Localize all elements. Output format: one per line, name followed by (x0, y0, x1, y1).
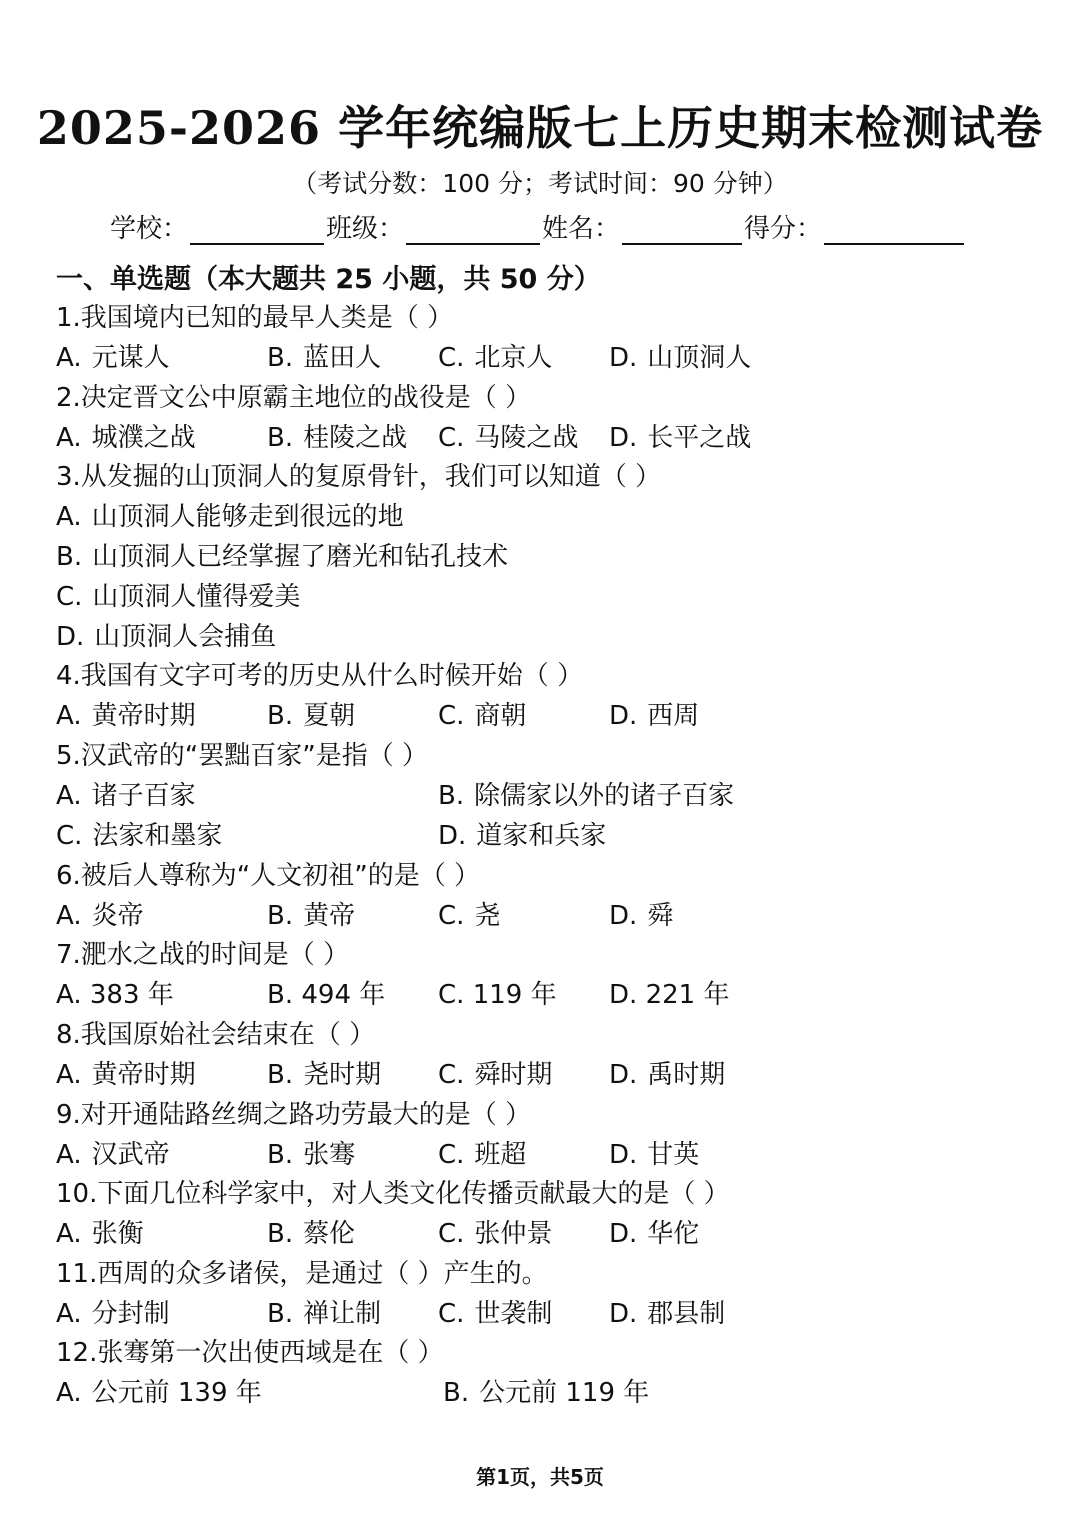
question-stem: 8.我国原始社会结束在（ ） (56, 1020, 376, 1050)
option-a: A. 公元前 139 年 (56, 1378, 262, 1408)
option-c: C. 法家和墨家 (56, 821, 223, 851)
option-d: D. 郡县制 (609, 1299, 726, 1329)
option-a: A. 黄帝时期 (56, 1060, 196, 1090)
option-b: B. 尧时期 (267, 1060, 382, 1090)
score-label: 得分： (744, 214, 823, 244)
option-a: A. 分封制 (56, 1299, 170, 1329)
option-d: D. 西周 (609, 701, 700, 731)
question-stem: 3.从发掘的山顶洞人的复原骨针，我们可以知道（ ） (56, 462, 662, 492)
question-stem: 1.我国境内已知的最早人类是（ ） (56, 303, 454, 333)
question-stem: 11.西周的众多诸侯，是通过（ ）产生的。 (56, 1259, 548, 1289)
option-a: A. 炎帝 (56, 901, 144, 931)
option-c: C. 马陵之战 (438, 423, 579, 453)
option-b: B. 桂陵之战 (267, 423, 408, 453)
page-footer: 第1页，共5页 (476, 1465, 604, 1489)
option-d: D. 221 年 (609, 980, 730, 1010)
option-b: B. 494 年 (267, 980, 386, 1010)
score-blank (824, 219, 964, 245)
option-b: B. 山顶洞人已经掌握了磨光和钻孔技术 (56, 542, 509, 572)
option-c: C. 山顶洞人懂得爱美 (56, 582, 301, 612)
option-b: B. 除儒家以外的诸子百家 (438, 781, 735, 811)
question-stem: 10.下面几位科学家中，对人类文化传播贡献最大的是（ ） (56, 1179, 730, 1209)
option-d: D. 长平之战 (609, 423, 752, 453)
option-a: A. 汉武帝 (56, 1140, 170, 1170)
question-stem: 2.决定晋文公中原霸主地位的战役是（ ） (56, 383, 532, 413)
section-heading: 一、单选题（本大题共 25 小题，共 50 分） (56, 264, 601, 295)
school-blank (190, 219, 324, 245)
option-c: C. 北京人 (438, 343, 553, 373)
option-b: B. 黄帝 (267, 901, 356, 931)
option-a: A. 383 年 (56, 980, 174, 1010)
option-c: C. 舜时期 (438, 1060, 553, 1090)
option-c: C. 班超 (438, 1140, 527, 1170)
exam-subtitle: （考试分数：100 分；考试时间：90 分钟） (292, 169, 788, 198)
question-stem: 7.淝水之战的时间是（ ） (56, 940, 350, 970)
option-b: B. 公元前 119 年 (443, 1378, 650, 1408)
option-c: C. 119 年 (438, 980, 557, 1010)
option-d: D. 甘英 (609, 1140, 700, 1170)
option-d: D. 山顶洞人会捕鱼 (56, 622, 277, 652)
exam-title: 2025-2026 学年统编版七上历史期末检测试卷 (36, 101, 1044, 155)
option-b: B. 蔡伦 (267, 1219, 356, 1249)
question-stem: 12.张骞第一次出使西域是在（ ） (56, 1338, 444, 1368)
option-a: A. 山顶洞人能够走到很远的地 (56, 502, 404, 532)
class-label: 班级： (326, 214, 405, 244)
option-a: A. 诸子百家 (56, 781, 196, 811)
option-c: C. 尧 (438, 901, 501, 931)
option-a: A. 元谋人 (56, 343, 170, 373)
option-d: D. 禹时期 (609, 1060, 726, 1090)
name-label: 姓名： (542, 214, 621, 244)
option-b: B. 禅让制 (267, 1299, 382, 1329)
option-d: D. 道家和兵家 (438, 821, 607, 851)
option-d: D. 山顶洞人 (609, 343, 752, 373)
student-info-row (110, 208, 980, 245)
option-b: B. 夏朝 (267, 701, 356, 731)
option-c: C. 世袭制 (438, 1299, 553, 1329)
option-d: D. 华佗 (609, 1219, 700, 1249)
option-c: C. 张仲景 (438, 1219, 553, 1249)
question-stem: 6.被后人尊称为“人文初祖”的是（ ） (56, 861, 481, 891)
question-stem: 5.汉武帝的“罢黜百家”是指（ ） (56, 741, 429, 771)
option-c: C. 商朝 (438, 701, 527, 731)
class-blank (406, 219, 540, 245)
option-a: A. 黄帝时期 (56, 701, 196, 731)
question-stem: 9.对开通陆路丝绸之路功劳最大的是（ ） (56, 1100, 532, 1130)
school-label: 学校： (110, 214, 189, 244)
option-a: A. 城濮之战 (56, 423, 196, 453)
option-d: D. 舜 (609, 901, 674, 931)
option-b: B. 蓝田人 (267, 343, 382, 373)
question-stem: 4.我国有文字可考的历史从什么时候开始（ ） (56, 661, 584, 691)
option-a: A. 张衡 (56, 1219, 144, 1249)
option-b: B. 张骞 (267, 1140, 356, 1170)
name-blank (622, 219, 742, 245)
